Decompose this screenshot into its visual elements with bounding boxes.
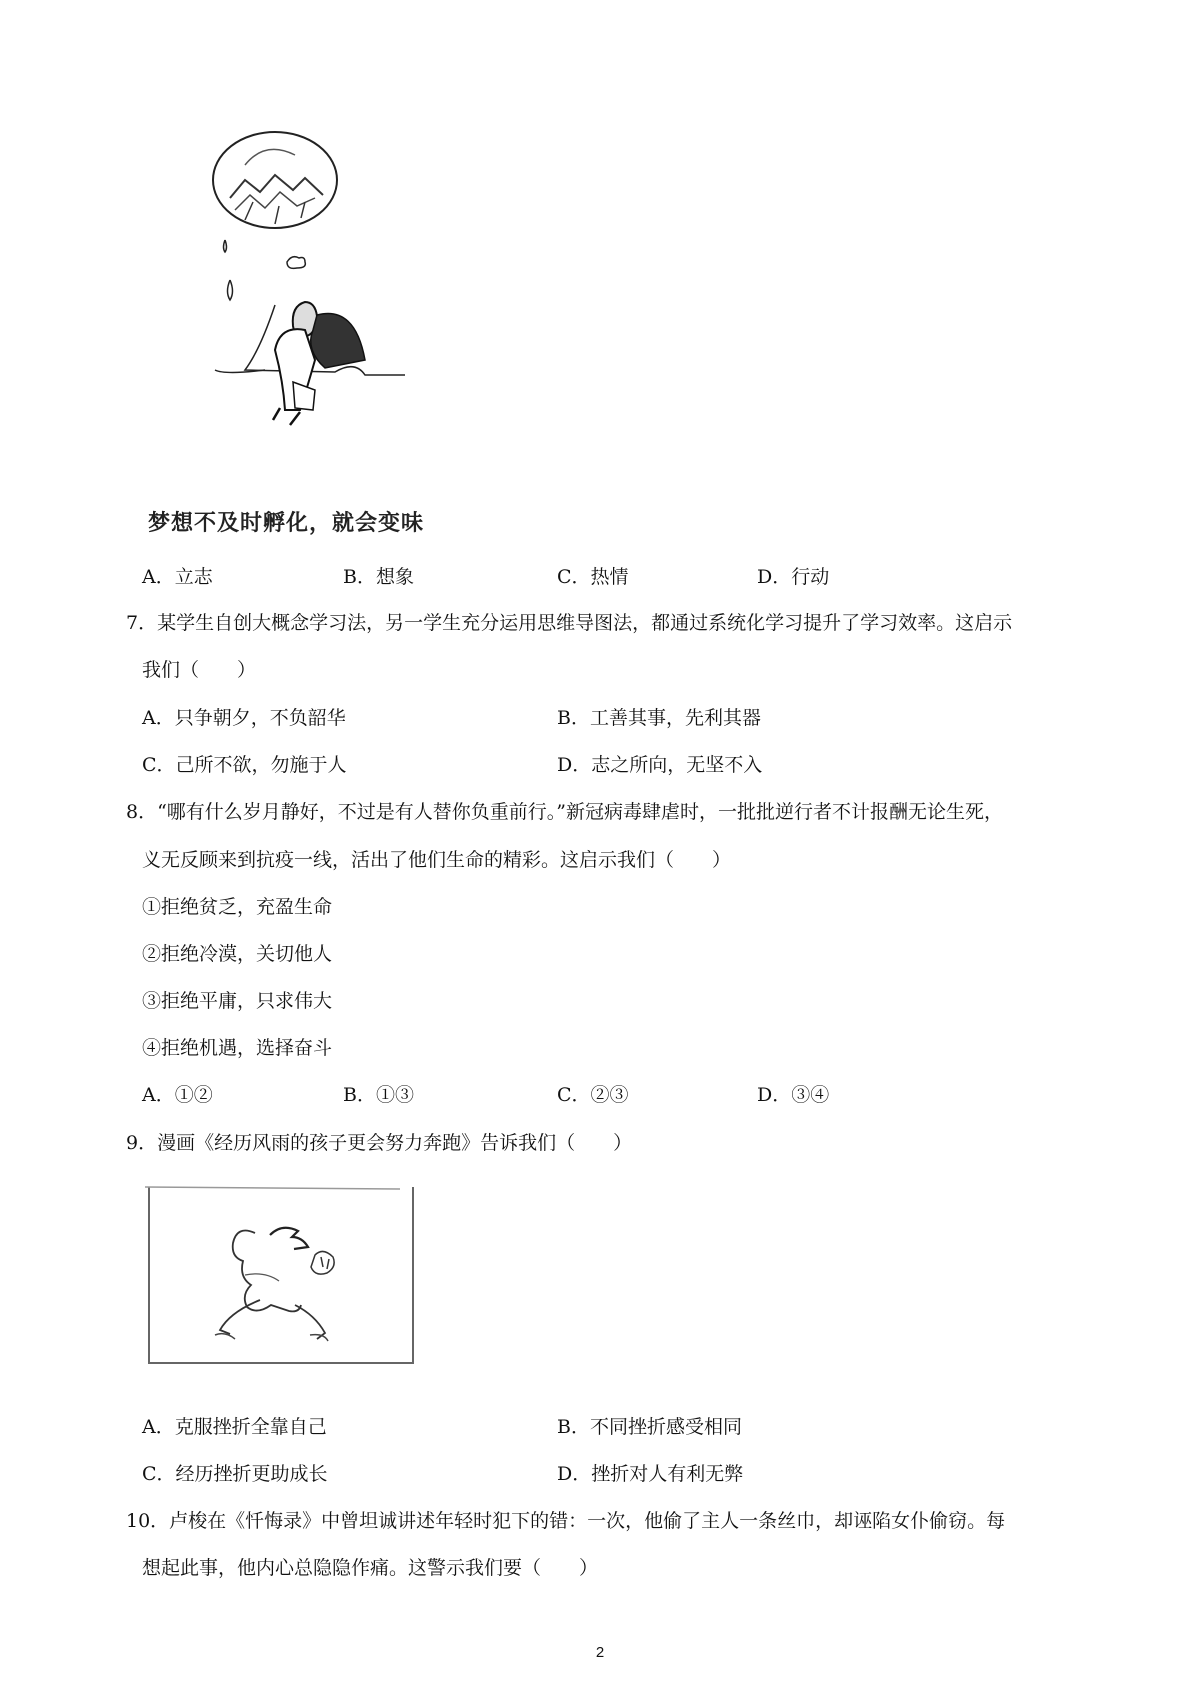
- q7-question-line2: 我们（ ）: [142, 659, 257, 681]
- q7-option-a: A．只争朝夕，不负韶华: [142, 707, 346, 729]
- q9-option-d: D．挫折对人有利无弊: [557, 1463, 744, 1485]
- q9-option-c: C．经历挫折更助成长: [142, 1463, 328, 1485]
- q10-question-line1: 10．卢梭在《忏悔录》中曾坦诚讲述年轻时犯下的错：一次，他偷了主人一条丝巾，却诬陷女仆偷窃。每: [126, 1510, 1006, 1532]
- q9-option-a: A．克服挫折全靠自己: [142, 1416, 327, 1438]
- q6-option-c: C．热情: [557, 566, 629, 588]
- cartoon-caption: 梦想不及时孵化，就会变味: [148, 511, 425, 536]
- q8-question-line1: 8．“哪有什么岁月静好，不过是有人替你负重前行。”新冠病毒肆虐时，一批批逆行者不计报酬无论生死，: [126, 801, 1004, 823]
- dream-cartoon-illustration: [205, 120, 445, 440]
- q6-option-a: A．立志: [142, 566, 213, 588]
- q7-option-b: B．工善其事，先利其器: [557, 707, 761, 729]
- page-number: 2: [595, 1644, 605, 1661]
- q8-option-d: D．③④: [757, 1084, 830, 1106]
- q8-question-line2: 义无反顾来到抗疫一线，活出了他们生命的精彩。这启示我们（ ）: [142, 849, 732, 871]
- q9-option-b: B．不同挫折感受相同: [557, 1416, 742, 1438]
- q10-question-line2: 想起此事，他内心总隐隐作痛。这警示我们要（ ）: [142, 1557, 599, 1579]
- running-child-cartoon-illustration: [145, 1185, 415, 1367]
- q8-item-2: ②拒绝冷漠，关切他人: [142, 943, 333, 965]
- q7-option-d: D．志之所向，无坚不入: [557, 754, 763, 776]
- q6-option-d: D．行动: [757, 566, 830, 588]
- q8-item-1: ①拒绝贫乏，充盈生命: [142, 896, 333, 918]
- q8-option-a: A．①②: [142, 1084, 213, 1106]
- q6-option-b: B．想象: [343, 566, 414, 588]
- q8-item-3: ③拒绝平庸，只求伟大: [142, 990, 333, 1012]
- q9-question-line1: 9．漫画《经历风雨的孩子更会努力奔跑》告诉我们（ ）: [126, 1132, 633, 1154]
- q7-question-line1: 7．某学生自创大概念学习法，另一学生充分运用思维导图法，都通过系统化学习提升了学习效率。这启示: [126, 612, 1013, 634]
- q8-item-4: ④拒绝机遇，选择奋斗: [142, 1037, 333, 1059]
- q7-option-c: C．己所不欲，勿施于人: [142, 754, 347, 776]
- q8-option-b: B．①③: [343, 1084, 414, 1106]
- q8-option-c: C．②③: [557, 1084, 629, 1106]
